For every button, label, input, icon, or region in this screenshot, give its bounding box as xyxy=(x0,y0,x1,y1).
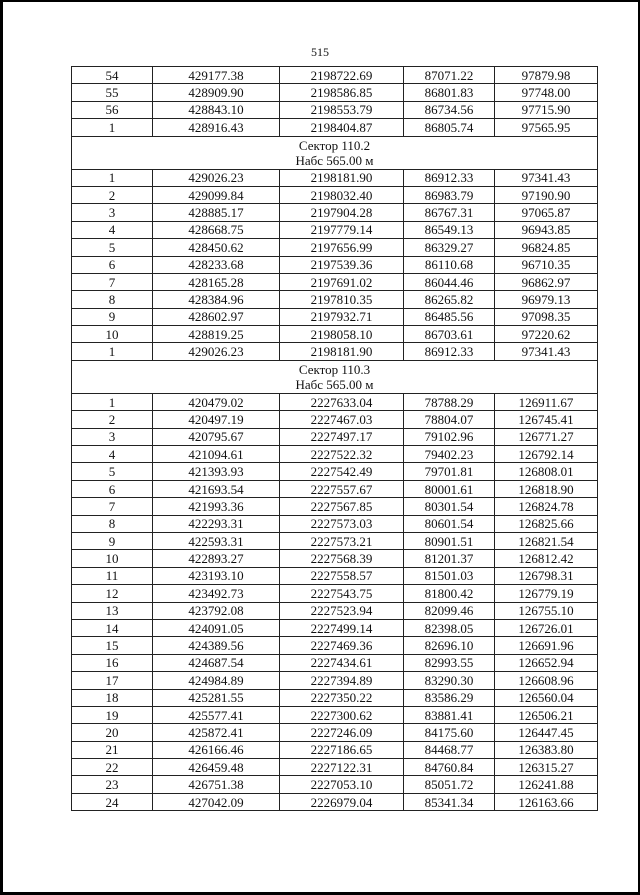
y-coordinate-cell: 2227186.65 xyxy=(280,741,404,758)
local-y-cell: 126821.54 xyxy=(495,532,598,549)
local-y-cell: 126779.19 xyxy=(495,585,598,602)
x-coordinate-cell: 428165.28 xyxy=(153,273,280,290)
y-coordinate-cell: 2227573.03 xyxy=(280,515,404,532)
y-coordinate-cell: 2198722.69 xyxy=(280,67,404,84)
y-coordinate-cell: 2227467.03 xyxy=(280,411,404,428)
y-coordinate-cell: 2227573.21 xyxy=(280,532,404,549)
point-number-cell: 1 xyxy=(72,169,153,186)
x-coordinate-cell: 423792.08 xyxy=(153,602,280,619)
sector-header-cell xyxy=(72,360,598,393)
y-coordinate-cell: 2198553.79 xyxy=(280,101,404,118)
local-x-cell: 87071.22 xyxy=(404,67,495,84)
local-y-cell: 96862.97 xyxy=(495,273,598,290)
table-row xyxy=(72,256,598,273)
table-row xyxy=(72,567,598,584)
x-coordinate-cell: 428668.75 xyxy=(153,221,280,238)
table-row xyxy=(72,273,598,290)
local-x-cell: 86912.33 xyxy=(404,343,495,360)
table-row xyxy=(72,186,598,203)
table-row xyxy=(72,602,598,619)
local-y-cell: 126755.10 xyxy=(495,602,598,619)
y-coordinate-cell: 2227053.10 xyxy=(280,776,404,793)
point-number-cell: 1 xyxy=(72,343,153,360)
table-row xyxy=(72,515,598,532)
sector-header-cell xyxy=(72,136,598,169)
coordinates-table xyxy=(71,66,598,811)
local-x-cell: 86983.79 xyxy=(404,186,495,203)
local-y-cell: 126383.80 xyxy=(495,741,598,758)
local-y-cell: 126818.90 xyxy=(495,480,598,497)
point-number-cell: 18 xyxy=(72,689,153,706)
point-number-cell: 10 xyxy=(72,326,153,343)
x-coordinate-cell: 427042.09 xyxy=(153,793,280,810)
point-number-cell: 9 xyxy=(72,308,153,325)
x-coordinate-cell: 421993.36 xyxy=(153,498,280,515)
x-coordinate-cell: 420795.67 xyxy=(153,428,280,445)
x-coordinate-cell: 424091.05 xyxy=(153,619,280,636)
local-y-cell: 126825.66 xyxy=(495,515,598,532)
local-x-cell: 86485.56 xyxy=(404,308,495,325)
y-coordinate-cell: 2227522.32 xyxy=(280,446,404,463)
y-coordinate-cell: 2197904.28 xyxy=(280,204,404,221)
sector-header-row xyxy=(72,136,598,169)
local-x-cell: 86734.56 xyxy=(404,101,495,118)
point-number-cell: 3 xyxy=(72,428,153,445)
y-coordinate-cell: 2197810.35 xyxy=(280,291,404,308)
point-number-cell: 1 xyxy=(72,393,153,410)
x-coordinate-cell: 428885.17 xyxy=(153,204,280,221)
x-coordinate-cell: 425872.41 xyxy=(153,724,280,741)
table-row xyxy=(72,343,598,360)
local-x-cell: 84175.60 xyxy=(404,724,495,741)
point-number-cell: 14 xyxy=(72,619,153,636)
local-y-cell: 126652.94 xyxy=(495,654,598,671)
local-y-cell: 126771.27 xyxy=(495,428,598,445)
point-number-cell: 5 xyxy=(72,463,153,480)
local-y-cell: 97341.43 xyxy=(495,169,598,186)
y-coordinate-cell: 2227567.85 xyxy=(280,498,404,515)
point-number-cell: 10 xyxy=(72,550,153,567)
y-coordinate-cell: 2227558.57 xyxy=(280,567,404,584)
page-number: 515 xyxy=(311,45,329,59)
x-coordinate-cell: 429099.84 xyxy=(153,186,280,203)
x-coordinate-cell: 425577.41 xyxy=(153,706,280,723)
local-y-cell: 97065.87 xyxy=(495,204,598,221)
local-y-cell: 126726.01 xyxy=(495,619,598,636)
local-y-cell: 96979.13 xyxy=(495,291,598,308)
table-row xyxy=(72,498,598,515)
y-coordinate-cell: 2227300.62 xyxy=(280,706,404,723)
point-number-cell: 4 xyxy=(72,446,153,463)
y-coordinate-cell: 2226979.04 xyxy=(280,793,404,810)
local-y-cell: 97190.90 xyxy=(495,186,598,203)
x-coordinate-cell: 428384.96 xyxy=(153,291,280,308)
point-number-cell: 11 xyxy=(72,567,153,584)
x-coordinate-cell: 424687.54 xyxy=(153,654,280,671)
table-row xyxy=(72,221,598,238)
y-coordinate-cell: 2227497.17 xyxy=(280,428,404,445)
x-coordinate-cell: 429026.23 xyxy=(153,169,280,186)
table-row xyxy=(72,84,598,101)
local-y-cell: 97879.98 xyxy=(495,67,598,84)
local-x-cell: 86329.27 xyxy=(404,239,495,256)
local-y-cell: 126691.96 xyxy=(495,637,598,654)
local-y-cell: 126745.41 xyxy=(495,411,598,428)
table-row xyxy=(72,393,598,410)
local-y-cell: 97715.90 xyxy=(495,101,598,118)
x-coordinate-cell: 420479.02 xyxy=(153,393,280,410)
coordinates-table-body xyxy=(72,67,598,811)
table-row xyxy=(72,654,598,671)
local-x-cell: 82696.10 xyxy=(404,637,495,654)
y-coordinate-cell: 2198404.87 xyxy=(280,119,404,136)
point-number-cell: 16 xyxy=(72,654,153,671)
local-x-cell: 79402.23 xyxy=(404,446,495,463)
point-number-cell: 24 xyxy=(72,793,153,810)
point-number-cell: 5 xyxy=(72,239,153,256)
local-y-cell: 97748.00 xyxy=(495,84,598,101)
local-y-cell: 126792.14 xyxy=(495,446,598,463)
y-coordinate-cell: 2198586.85 xyxy=(280,84,404,101)
x-coordinate-cell: 429177.38 xyxy=(153,67,280,84)
y-coordinate-cell: 2227568.39 xyxy=(280,550,404,567)
local-x-cell: 84760.84 xyxy=(404,759,495,776)
table-row xyxy=(72,672,598,689)
point-number-cell: 7 xyxy=(72,498,153,515)
local-x-cell: 83881.41 xyxy=(404,706,495,723)
y-coordinate-cell: 2197932.71 xyxy=(280,308,404,325)
local-y-cell: 126911.67 xyxy=(495,393,598,410)
table-row xyxy=(72,239,598,256)
table-row xyxy=(72,532,598,549)
y-coordinate-cell: 2227499.14 xyxy=(280,619,404,636)
table-row xyxy=(72,326,598,343)
local-y-cell: 126163.66 xyxy=(495,793,598,810)
x-coordinate-cell: 423492.73 xyxy=(153,585,280,602)
y-coordinate-cell: 2198181.90 xyxy=(280,169,404,186)
table-row xyxy=(72,793,598,810)
local-y-cell: 126608.96 xyxy=(495,672,598,689)
local-y-cell: 126812.42 xyxy=(495,550,598,567)
local-y-cell: 97220.62 xyxy=(495,326,598,343)
table-row xyxy=(72,308,598,325)
table-row xyxy=(72,585,598,602)
x-coordinate-cell: 428843.10 xyxy=(153,101,280,118)
table-row xyxy=(72,689,598,706)
local-y-cell: 96710.35 xyxy=(495,256,598,273)
local-y-cell: 126560.04 xyxy=(495,689,598,706)
local-x-cell: 82993.55 xyxy=(404,654,495,671)
sector-header-row xyxy=(72,360,598,393)
sector-height: Набс 565.00 м xyxy=(295,376,374,392)
x-coordinate-cell: 425281.55 xyxy=(153,689,280,706)
local-x-cell: 82398.05 xyxy=(404,619,495,636)
local-y-cell: 96943.85 xyxy=(495,221,598,238)
y-coordinate-cell: 2198032.40 xyxy=(280,186,404,203)
x-coordinate-cell: 428450.62 xyxy=(153,239,280,256)
table-row xyxy=(72,480,598,497)
y-coordinate-cell: 2227434.61 xyxy=(280,654,404,671)
x-coordinate-cell: 423193.10 xyxy=(153,567,280,584)
x-coordinate-cell: 429026.23 xyxy=(153,343,280,360)
y-coordinate-cell: 2198058.10 xyxy=(280,326,404,343)
y-coordinate-cell: 2227542.49 xyxy=(280,463,404,480)
point-number-cell: 19 xyxy=(72,706,153,723)
table-row xyxy=(72,169,598,186)
point-number-cell: 4 xyxy=(72,221,153,238)
local-x-cell: 80001.61 xyxy=(404,480,495,497)
local-x-cell: 81501.03 xyxy=(404,567,495,584)
x-coordinate-cell: 421693.54 xyxy=(153,480,280,497)
local-x-cell: 85051.72 xyxy=(404,776,495,793)
local-x-cell: 85341.34 xyxy=(404,793,495,810)
local-y-cell: 126824.78 xyxy=(495,498,598,515)
local-x-cell: 83290.30 xyxy=(404,672,495,689)
local-y-cell: 96824.85 xyxy=(495,239,598,256)
local-x-cell: 84468.77 xyxy=(404,741,495,758)
local-y-cell: 126241.88 xyxy=(495,776,598,793)
local-x-cell: 86801.83 xyxy=(404,84,495,101)
local-x-cell: 86912.33 xyxy=(404,169,495,186)
local-x-cell: 81800.42 xyxy=(404,585,495,602)
local-y-cell: 126798.31 xyxy=(495,567,598,584)
y-coordinate-cell: 2227523.94 xyxy=(280,602,404,619)
local-x-cell: 78804.07 xyxy=(404,411,495,428)
local-y-cell: 97565.95 xyxy=(495,119,598,136)
table-row xyxy=(72,67,598,84)
x-coordinate-cell: 422593.31 xyxy=(153,532,280,549)
y-coordinate-cell: 2227122.31 xyxy=(280,759,404,776)
y-coordinate-cell: 2197656.99 xyxy=(280,239,404,256)
sector-title: Сектор 110.2 xyxy=(298,137,371,153)
point-number-cell: 8 xyxy=(72,515,153,532)
local-x-cell: 86265.82 xyxy=(404,291,495,308)
point-number-cell: 2 xyxy=(72,186,153,203)
local-x-cell: 86767.31 xyxy=(404,204,495,221)
sector-height: Набс 565.00 м xyxy=(295,152,374,168)
point-number-cell: 21 xyxy=(72,741,153,758)
point-number-cell: 20 xyxy=(72,724,153,741)
table-row xyxy=(72,550,598,567)
table-row xyxy=(72,428,598,445)
table-row xyxy=(72,776,598,793)
point-number-cell: 3 xyxy=(72,204,153,221)
point-number-cell: 9 xyxy=(72,532,153,549)
table-row xyxy=(72,411,598,428)
y-coordinate-cell: 2227543.75 xyxy=(280,585,404,602)
x-coordinate-cell: 426166.46 xyxy=(153,741,280,758)
x-coordinate-cell: 426459.48 xyxy=(153,759,280,776)
local-x-cell: 86110.68 xyxy=(404,256,495,273)
y-coordinate-cell: 2227394.89 xyxy=(280,672,404,689)
point-number-cell: 56 xyxy=(72,101,153,118)
table-row xyxy=(72,446,598,463)
y-coordinate-cell: 2227557.67 xyxy=(280,480,404,497)
local-x-cell: 79701.81 xyxy=(404,463,495,480)
local-y-cell: 97341.43 xyxy=(495,343,598,360)
table-row xyxy=(72,741,598,758)
point-number-cell: 55 xyxy=(72,84,153,101)
local-y-cell: 97098.35 xyxy=(495,308,598,325)
local-x-cell: 79102.96 xyxy=(404,428,495,445)
point-number-cell: 6 xyxy=(72,480,153,497)
x-coordinate-cell: 428916.43 xyxy=(153,119,280,136)
point-number-cell: 7 xyxy=(72,273,153,290)
table-row xyxy=(72,706,598,723)
local-x-cell: 80601.54 xyxy=(404,515,495,532)
table-row xyxy=(72,204,598,221)
local-y-cell: 126315.27 xyxy=(495,759,598,776)
table-row xyxy=(72,291,598,308)
x-coordinate-cell: 428233.68 xyxy=(153,256,280,273)
point-number-cell: 15 xyxy=(72,637,153,654)
local-x-cell: 82099.46 xyxy=(404,602,495,619)
y-coordinate-cell: 2197779.14 xyxy=(280,221,404,238)
x-coordinate-cell: 428909.90 xyxy=(153,84,280,101)
point-number-cell: 12 xyxy=(72,585,153,602)
sector-title: Сектор 110.3 xyxy=(298,361,371,377)
local-x-cell: 83586.29 xyxy=(404,689,495,706)
y-coordinate-cell: 2227633.04 xyxy=(280,393,404,410)
table-row xyxy=(72,637,598,654)
x-coordinate-cell: 428602.97 xyxy=(153,308,280,325)
local-x-cell: 80301.54 xyxy=(404,498,495,515)
local-x-cell: 80901.51 xyxy=(404,532,495,549)
point-number-cell: 54 xyxy=(72,67,153,84)
point-number-cell: 2 xyxy=(72,411,153,428)
local-x-cell: 81201.37 xyxy=(404,550,495,567)
point-number-cell: 6 xyxy=(72,256,153,273)
local-x-cell: 86703.61 xyxy=(404,326,495,343)
y-coordinate-cell: 2227469.36 xyxy=(280,637,404,654)
table-row xyxy=(72,759,598,776)
local-y-cell: 126447.45 xyxy=(495,724,598,741)
table-row xyxy=(72,119,598,136)
x-coordinate-cell: 421094.61 xyxy=(153,446,280,463)
local-x-cell: 86805.74 xyxy=(404,119,495,136)
point-number-cell: 8 xyxy=(72,291,153,308)
x-coordinate-cell: 422893.27 xyxy=(153,550,280,567)
table-row xyxy=(72,724,598,741)
point-number-cell: 1 xyxy=(72,119,153,136)
y-coordinate-cell: 2197539.36 xyxy=(280,256,404,273)
local-x-cell: 78788.29 xyxy=(404,393,495,410)
local-x-cell: 86044.46 xyxy=(404,273,495,290)
y-coordinate-cell: 2198181.90 xyxy=(280,343,404,360)
y-coordinate-cell: 2227350.22 xyxy=(280,689,404,706)
point-number-cell: 13 xyxy=(72,602,153,619)
x-coordinate-cell: 424984.89 xyxy=(153,672,280,689)
local-x-cell: 86549.13 xyxy=(404,221,495,238)
y-coordinate-cell: 2197691.02 xyxy=(280,273,404,290)
point-number-cell: 17 xyxy=(72,672,153,689)
table-row xyxy=(72,101,598,118)
x-coordinate-cell: 422293.31 xyxy=(153,515,280,532)
point-number-cell: 22 xyxy=(72,759,153,776)
x-coordinate-cell: 424389.56 xyxy=(153,637,280,654)
table-row xyxy=(72,619,598,636)
x-coordinate-cell: 421393.93 xyxy=(153,463,280,480)
x-coordinate-cell: 420497.19 xyxy=(153,411,280,428)
local-y-cell: 126506.21 xyxy=(495,706,598,723)
table-row xyxy=(72,463,598,480)
x-coordinate-cell: 428819.25 xyxy=(153,326,280,343)
x-coordinate-cell: 426751.38 xyxy=(153,776,280,793)
y-coordinate-cell: 2227246.09 xyxy=(280,724,404,741)
point-number-cell: 23 xyxy=(72,776,153,793)
local-y-cell: 126808.01 xyxy=(495,463,598,480)
